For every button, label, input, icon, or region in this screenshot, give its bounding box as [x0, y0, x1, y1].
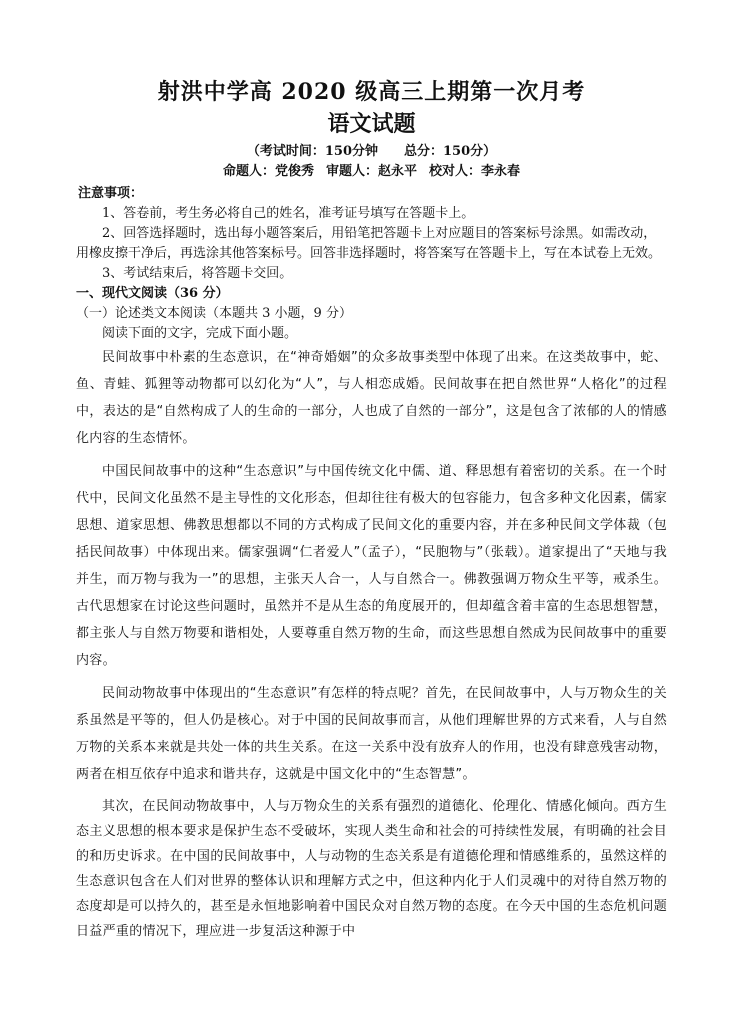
subsection-heading: （一）论述类文本阅读（本题共 3 小题，9 分） [76, 306, 352, 321]
exam-setter: 命题人：党俊秀 [222, 164, 314, 179]
notice-item-3: 3、考试结束后，将答题卡交回。 [102, 266, 293, 281]
exam-subject: 语文试题 [327, 111, 416, 137]
passage-paragraph-3: 民间动物故事中体现出的“生态意识”有怎样的特点呢？首先，在民间故事中，人与万物众生的关系虽然是平等的，但人仍是核心。对于中国的民间故事而言，从他们理解世界的方式来看，人与自然万物的关系本来就是共处一体的共生关系。在这一关系中没有放弃人的作用，也没有肆意残害动物，两者在相互依存中追求和谐共存，这就是中国文化中的“生态智慧”。 [76, 686, 667, 782]
passage-paragraph-4: 其次，在民间动物故事中，人与万物众生的关系有强烈的道德化、伦理化、情感化倾向。西方生态主义思想的根本要求是保护生态不受破坏，实现人类生命和社会的可持续性发展，有明确的社会目的和历史诉求。在中国的民间故事中，人与动物的生态关系是有道德伦理和情感维系的，虽然这样的生态意识包含在人们对世界的整体认识和理解方式之中，但这种内化于人们灵魂中的对待自然万物的态度却是可以持久的，甚至是永恒地影响着中国民众对自然万物的态度。在今天中国的生态危机问题日益严重的情况下，理应进一步复活这种源于中 [76, 799, 667, 939]
passage-paragraph-2: 中国民间故事中的这种“生态意识”与中国传统文化中儒、道、释思想有着密切的关系。在一个时代中，民间文化虽然不是主导性的文化形态，但却往往有极大的包容能力，包含多种文化因素，儒家思想、道家思想、佛教思想都以不同的方式构成了民间文化的重要内容，并在多种民间文学体裁（包括民间故事）中体现出来。儒家强调“仁者爱人”（孟子），“民胞物与”（张载）。道家提出了“天地与我并生，而万物与我为一”的思想，主张天人合一，人与自然合一。佛教强调万物众生平等，戒杀生。古代思想家在讨论这些问题时，虽然并不是从生态的角度展开的，但却蕴含着丰富的生态思想智慧，都主张人与自然万物要和谐相处，人要尊重自然万物的生命，而这些思想自然成为民间故事中的重要内容。 [76, 464, 667, 668]
exam-reviewer: 审题人：赵永平 [325, 164, 417, 179]
notice-item-2: 2、回答选择题时，选出每小题答案后，用铅笔把答题卡上对应题目的答案标号涂黑。如需改动，用橡皮擦干净后，再选涂其他答案标号。回答非选择题时，将答案写在答题卡上，写在本试卷上无效。 [76, 226, 662, 261]
notice-heading: 注意事项： [78, 186, 144, 201]
notice-item-1: 1、答卷前，考生务必将自己的姓名，准考证号填写在答题卡上。 [102, 206, 475, 221]
exam-info [76, 142, 667, 162]
exam-proofreader: 校对人：李永春 [429, 164, 521, 179]
exam-total-score: 总分：150分） [404, 144, 497, 159]
passage-paragraph-1: 民间故事中朴素的生态意识，在“神奇婚姻”的众多故事类型中体现了出来。在这类故事中，蛇、鱼、青蛙、狐狸等动物都可以幻化为“人”，与人相恋成婚。民间故事在把自然世界“人格化”的过程中，表达的是“自然构成了人的生命的一部分，人也成了自然的一部分”，这是包含了浓郁的人的情感化内容的生态情怀。 [76, 350, 667, 446]
exam-title: 射洪中学高 2020 级高三上期第一次月考 [157, 79, 586, 105]
reading-instruction: 阅读下面的文字，完成下面小题。 [102, 326, 298, 341]
exam-time: （考试时间：150分钟 [246, 144, 378, 159]
exam-staff [76, 162, 667, 182]
section-heading: 一、现代文阅读（36 分） [76, 286, 229, 301]
